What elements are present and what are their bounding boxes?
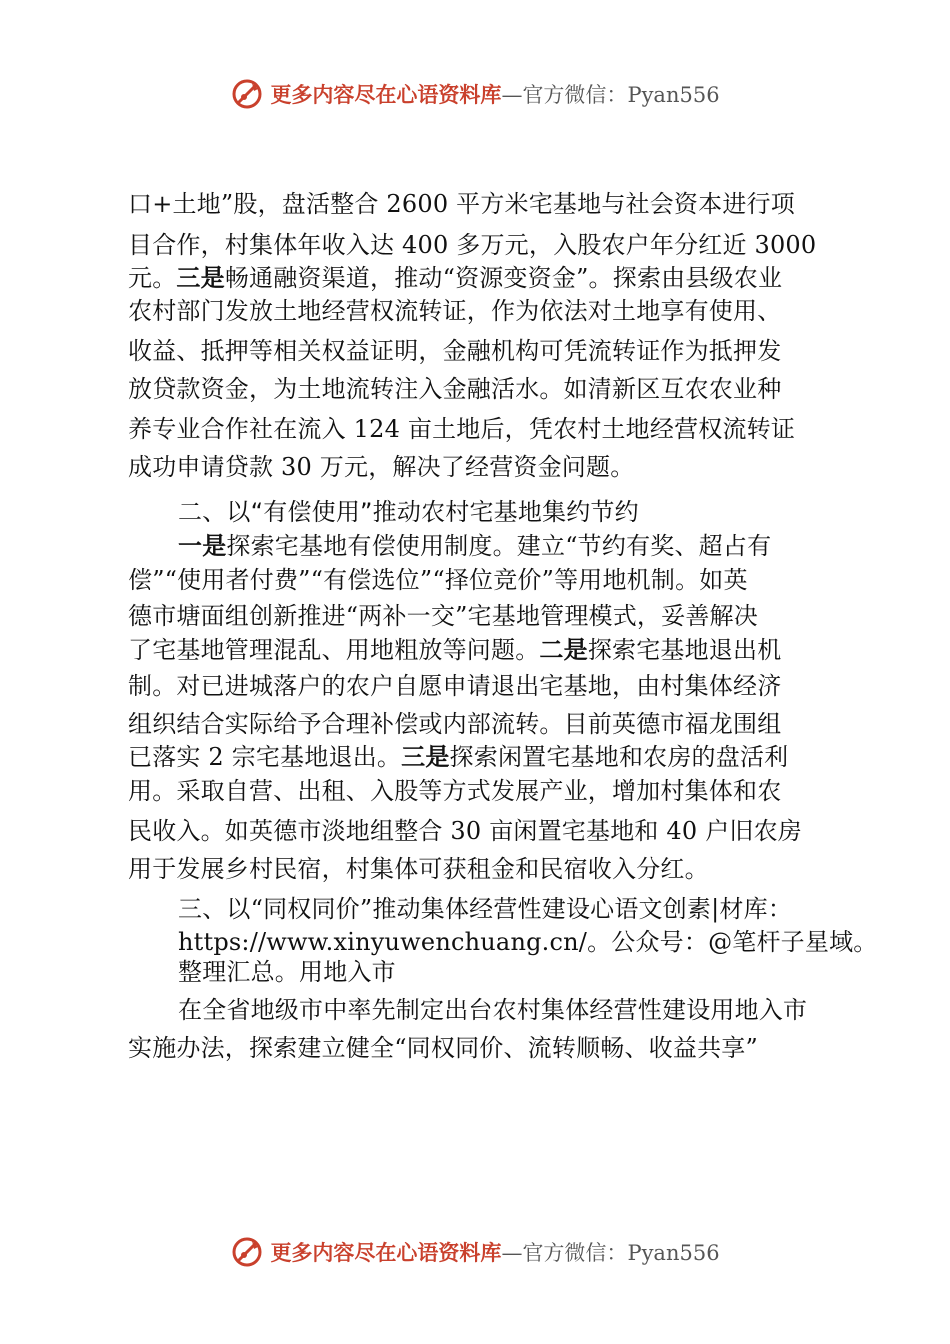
text-line: 放贷款资金，为土地流转注入金融活水。如清新区互农农业种 <box>128 375 782 403</box>
text-line: 收益、抵押等相关权益证明，金融机构可凭流转证作为抵押发 <box>128 337 782 365</box>
text-line: 用于发展乡村民宿，村集体可获租金和民宿收入分红。 <box>128 855 709 883</box>
emphasis-label: 三是 <box>401 743 450 771</box>
text-line: 整理汇总。用地入市 <box>178 958 396 986</box>
text-span: 了宅基地管理混乱、用地粗放等问题。 <box>128 636 540 664</box>
text-line <box>128 737 788 772</box>
text-line: 成功申请贷款 30 万元，解决了经营资金问题。 <box>128 453 635 481</box>
watermark-group <box>230 1235 719 1269</box>
emphasis-label: 三是 <box>176 264 225 292</box>
section-heading-2: 二、以“有偿使用”推动农村宅基地集约节约 <box>178 498 639 526</box>
section-heading-3: 三、以“同权同价”推动集体经营性建设心语文创素|材库： <box>178 895 793 923</box>
watermark-group <box>230 77 719 111</box>
header-watermark-banner <box>0 72 950 116</box>
text-span: 已落实 2 宗宅基地退出。 <box>128 743 402 771</box>
text-line: 组织结合实际给予合理补偿或内部流转。目前英德市福龙围组 <box>128 710 782 738</box>
text-line: 养专业合作社在流入 124 亩土地后，凭农村土地经营权流转证 <box>128 415 796 443</box>
text-line: https://www.xinyuwenchuang.cn/。公众号：@笔杆子星域。 <box>178 928 878 956</box>
emphasis-label: 一是 <box>178 532 227 560</box>
watermark-text <box>270 1237 719 1267</box>
text-line <box>178 526 771 561</box>
brand-logo-icon <box>230 1235 264 1269</box>
brand-logo-icon <box>230 77 264 111</box>
watermark-account: Pyan556 <box>627 83 720 107</box>
text-line: 用。采取自营、出租、入股等方式发展产业，增加村集体和农 <box>128 777 782 805</box>
text-span: 探索闲置宅基地和农房的盘活利 <box>449 743 789 771</box>
watermark-account: Pyan556 <box>627 1241 720 1265</box>
text-line: 口+土地”股，盘活整合 2600 平方米宅基地与社会资本进行项 <box>128 190 795 218</box>
text-line: 在全省地级市中率先制定出台农村集体经营性建设用地入市 <box>178 996 808 1024</box>
text-line <box>128 258 782 293</box>
watermark-text <box>270 79 719 109</box>
footer-watermark-banner <box>0 1230 950 1274</box>
watermark-brand: 更多内容尽在心语资料库 <box>270 82 502 107</box>
text-line: 德市塘面组创新推进“两补一交”宅基地管理模式，妥善解决 <box>128 602 758 630</box>
emphasis-label: 二是 <box>539 636 588 664</box>
text-span: 探索宅基地有偿使用制度。建立“节约有奖、超占有 <box>226 532 772 560</box>
text-span: 探索宅基地退出机 <box>587 636 782 664</box>
text-line: 实施办法，探索建立健全“同权同价、流转顺畅、收益共享” <box>128 1034 758 1062</box>
watermark-dash: —官方微信： <box>501 1241 628 1265</box>
text-line: 目合作，村集体年收入达 400 多万元，入股农户年分红近 3000 <box>128 231 817 259</box>
text-line: 偿”“使用者付费”“有偿选位”“择位竞价”等用地机制。如英 <box>128 566 748 594</box>
text-line <box>128 630 781 665</box>
text-line: 农村部门发放土地经营权流转证，作为依法对土地享有使用、 <box>128 297 782 325</box>
text-line: 制。对已进城落户的农户自愿申请退出宅基地，由村集体经济 <box>128 672 782 700</box>
text-line: 民收入。如英德市淡地组整合 30 亩闲置宅基地和 40 户旧农房 <box>128 817 802 845</box>
watermark-dash: —官方微信： <box>501 83 628 107</box>
text-span: 畅通融资渠道，推动“资源变资金”。探索由县级农业 <box>224 264 783 292</box>
watermark-brand: 更多内容尽在心语资料库 <box>270 1240 502 1265</box>
text-span: 元。 <box>128 264 177 292</box>
